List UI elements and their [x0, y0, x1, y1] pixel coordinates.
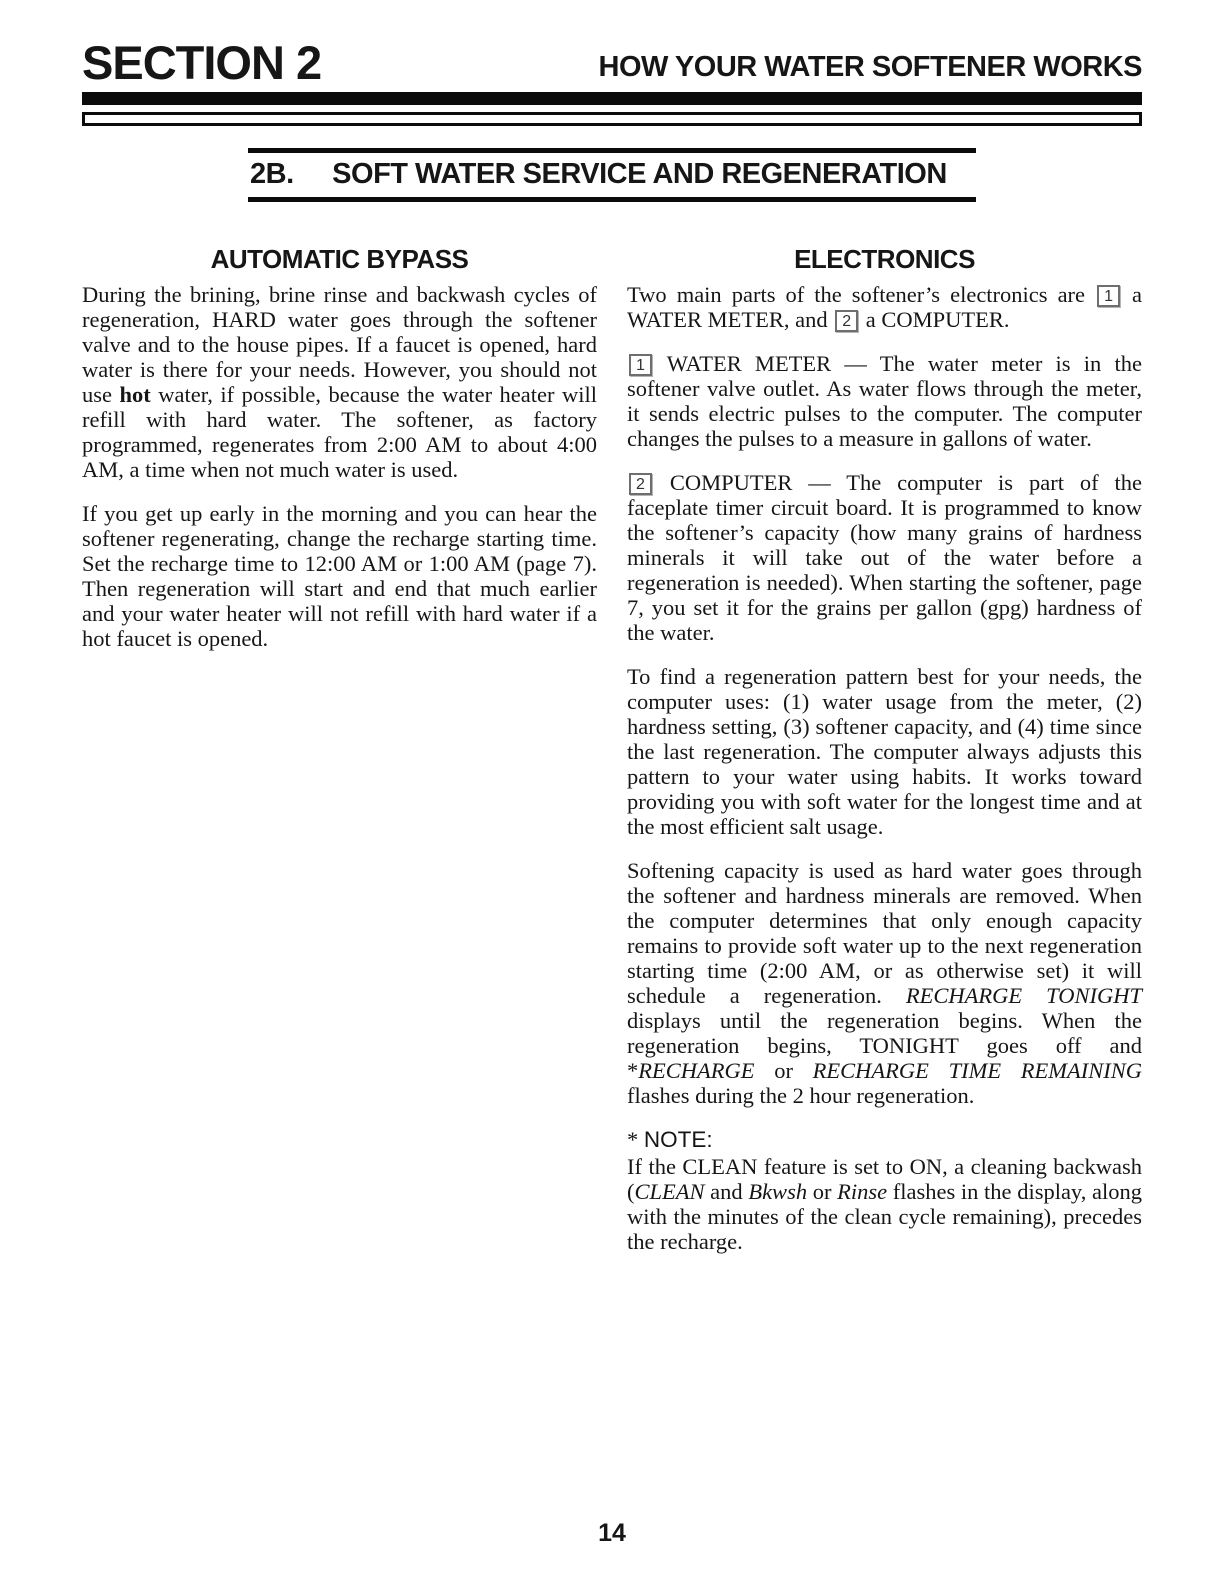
- text-segment: If you get up early in the morning and you can hear the softener regenerating, change the recharge starting time. Set the recharge time to 12:00 AM or 1:00 AM (page 7). Then regeneration will start and end that much earlier and your water heater will not refill with hard water if a hot faucet is opened.: [82, 501, 597, 651]
- text-segment: WATER METER — The water meter is in the softener valve outlet. As water flows through the meter, it sends electric pulses to the computer. The computer changes the pulses to a measure in gallons of water.: [627, 351, 1142, 451]
- paragraph-softening-capacity: [627, 858, 1142, 1108]
- text-segment: Bkwsh: [748, 1179, 808, 1204]
- paragraph-water-meter: [627, 351, 1142, 451]
- column-left: [82, 244, 597, 1273]
- text-segment: During the brining, brine rinse and backwash cycles of regeneration, HARD water goes through the softener valve and to the house pipes. If a faucet is opened, hard water is there for your needs. However, you should not use: [82, 282, 597, 407]
- text-segment: and: [704, 1179, 749, 1204]
- boxed-number: 1: [1097, 285, 1120, 307]
- paragraph-regeneration-pattern: [627, 664, 1142, 839]
- text-segment: If the CLEAN feature is set to ON, a cleaning backwash (: [627, 1154, 1142, 1204]
- subsection-heading: [248, 148, 976, 202]
- text-segment: flashes in the display, along with the minutes of the clean cycle remaining), precedes the recharge.: [627, 1179, 1142, 1254]
- paragraph-automatic-bypass-2: [82, 501, 597, 651]
- text-segment: or: [754, 1058, 813, 1083]
- section-label: SECTION 2: [82, 36, 322, 89]
- column-right: [627, 244, 1142, 1273]
- text-segment: *: [627, 1127, 644, 1152]
- text-segment: a WATER METER, and: [627, 282, 1142, 332]
- page-number: 14: [598, 1519, 626, 1547]
- header-divider-thick: [82, 92, 1142, 105]
- note-label: [627, 1127, 1142, 1152]
- subsection-title: SOFT WATER SERVICE AND REGENERATION: [332, 158, 947, 190]
- text-segment: Softening capacity is used as hard water goes through the softener and hardness minerals are removed. When the computer determines that only enough capacity remains to provide soft water up to the next regeneration starting time (2:00 AM, or as otherwise set) it will schedule a regeneration.: [627, 858, 1142, 1008]
- boxed-number: 2: [629, 473, 652, 495]
- header-title: HOW YOUR WATER SOFTENER WORKS: [598, 51, 1142, 83]
- text-segment: hot: [119, 382, 151, 407]
- subsection-rule-bottom: [248, 197, 976, 202]
- paragraph-computer: [627, 470, 1142, 645]
- text-segment: RECHARGE TONIGHT: [905, 983, 1143, 1008]
- column-left-heading: AUTOMATIC BYPASS: [210, 244, 469, 274]
- text-segment: Two main parts of the softener’s electronics are: [627, 282, 1096, 307]
- text-segment: Rinse: [837, 1179, 888, 1204]
- text-segment: NOTE:: [643, 1127, 713, 1152]
- paragraph-automatic-bypass-1: [82, 282, 597, 482]
- boxed-number: 1: [629, 354, 652, 376]
- two-column-body: [82, 244, 1142, 1273]
- text-segment: or: [807, 1179, 838, 1204]
- text-segment: RECHARGE TIME REMAINING: [812, 1058, 1142, 1083]
- text-segment: To find a regeneration pattern best for your needs, the computer uses: (1) water usage from the meter, (2) hardness setting, (3) softener capacity, and (4) time since the last regeneration. The computer always adjusts this pattern to your water using habits. It works toward providing you with soft water for the longest time and at the most efficient salt usage.: [627, 664, 1142, 839]
- text-segment: flashes during the 2 hour regeneration.: [627, 1083, 975, 1108]
- page-header: [82, 0, 1142, 88]
- paragraph-electronics-intro: [627, 282, 1142, 332]
- column-right-heading: ELECTRONICS: [794, 244, 975, 274]
- text-segment: displays until the regeneration begins. When the regeneration begins, TONIGHT goes off and *: [627, 1008, 1142, 1083]
- text-segment: RECHARGE: [638, 1058, 755, 1083]
- boxed-number: 2: [835, 310, 858, 332]
- header-divider-hollow: [82, 112, 1142, 126]
- subsection-number: 2B.: [250, 158, 294, 190]
- text-segment: water, if possible, because the water heater will refill with hard water. The softener, as factory programmed, regenerates from 2:00 AM to about 4:00 AM, a time when not much water is used.: [82, 382, 597, 482]
- note-body: [627, 1154, 1142, 1254]
- text-segment: CLEAN: [634, 1179, 705, 1204]
- text-segment: a COMPUTER.: [860, 307, 1010, 332]
- text-segment: COMPUTER — The computer is part of the faceplate timer circuit board. It is programmed to know the softener’s capacity (how many grains of hardness minerals it will take out of the water before a regeneration is needed). When starting the softener, page 7, you set it for the grains per gallon (gpg) hardness of the water.: [627, 470, 1142, 645]
